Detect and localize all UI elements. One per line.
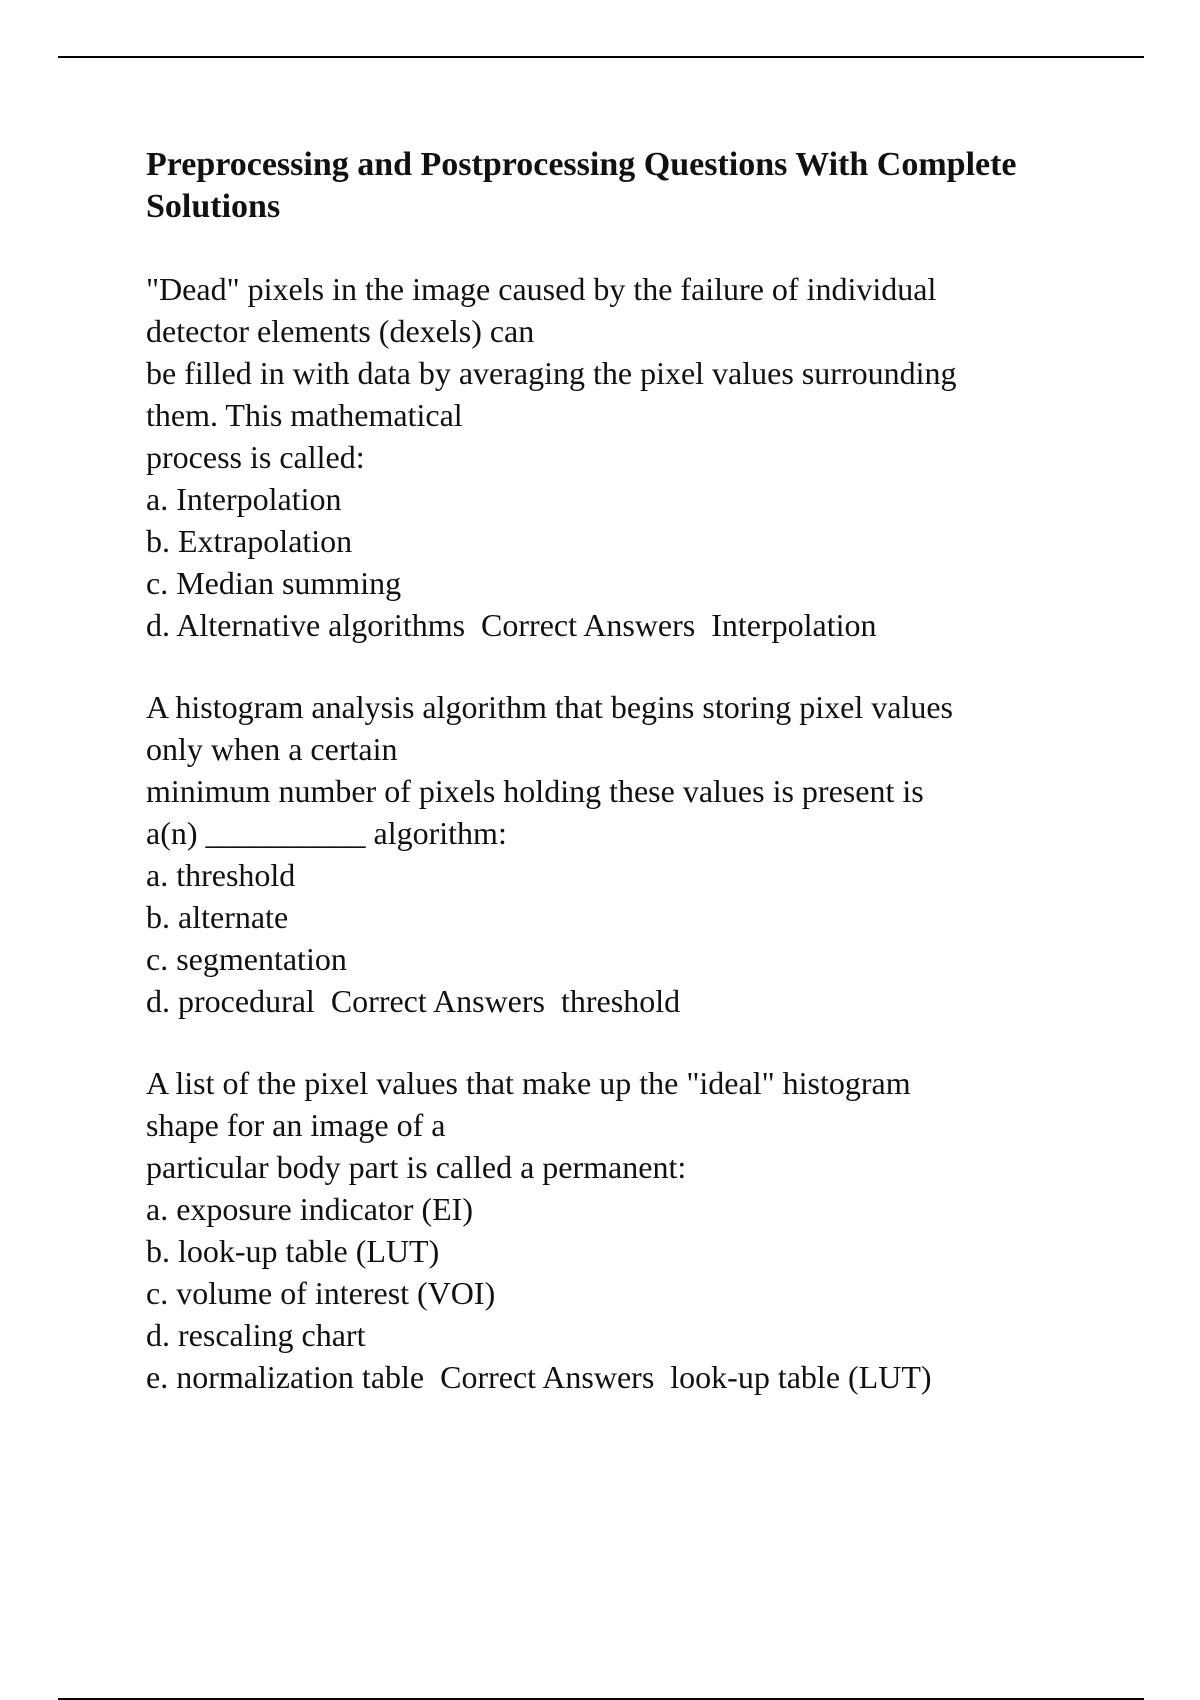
- question-stem-line: a(n) __________ algorithm:: [146, 815, 507, 851]
- question-1: [146, 268, 1106, 646]
- correct-answers-label: Correct Answers: [440, 1359, 655, 1395]
- correct-answer: look-up table (LUT): [670, 1359, 932, 1395]
- answer-option: a. exposure indicator (EI): [146, 1191, 473, 1227]
- question-stem-line: process is called:: [146, 439, 365, 475]
- document-content: [146, 144, 1106, 1438]
- question-stem-line: shape for an image of a: [146, 1107, 446, 1143]
- answer-option: d. rescaling chart: [146, 1317, 366, 1353]
- answer-option: c. segmentation: [146, 941, 347, 977]
- correct-answers-label: Correct Answers: [481, 607, 696, 643]
- question-stem-line: A histogram analysis algorithm that begins storing pixel values: [146, 689, 953, 725]
- document-title: [146, 144, 1106, 228]
- question-stem-line: A list of the pixel values that make up the "ideal" histogram: [146, 1065, 911, 1101]
- correct-answers-label: Correct Answers: [330, 983, 545, 1019]
- question-2: [146, 686, 1106, 1022]
- answer-option: c. volume of interest (VOI): [146, 1275, 496, 1311]
- answer-option: b. look-up table (LUT): [146, 1233, 440, 1269]
- top-rule: [58, 56, 1144, 58]
- last-option-with-answer: [146, 607, 877, 643]
- title-line: Solutions: [146, 188, 281, 225]
- title-line: Preprocessing and Postprocessing Questions With Complete: [146, 146, 1017, 183]
- answer-option: d. procedural: [146, 983, 315, 1019]
- question-stem-line: particular body part is called a permanent:: [146, 1149, 687, 1185]
- question-stem-line: minimum number of pixels holding these values is present is: [146, 773, 924, 809]
- question-3: [146, 1062, 1106, 1398]
- answer-option: b. Extrapolation: [146, 523, 353, 559]
- answer-option: d. Alternative algorithms: [146, 607, 466, 643]
- question-stem-line: "Dead" pixels in the image caused by the failure of individual: [146, 271, 937, 307]
- answer-option: a. Interpolation: [146, 481, 342, 517]
- correct-answer: threshold: [560, 983, 681, 1019]
- answer-option: e. normalization table: [146, 1359, 425, 1395]
- question-stem-line: detector elements (dexels) can: [146, 313, 535, 349]
- correct-answer: Interpolation: [711, 607, 877, 643]
- answer-option: b. alternate: [146, 899, 289, 935]
- question-stem-line: them. This mathematical: [146, 397, 463, 433]
- question-stem-line: only when a certain: [146, 731, 398, 767]
- answer-option: a. threshold: [146, 857, 296, 893]
- last-option-with-answer: [146, 983, 680, 1019]
- answer-option: c. Median summing: [146, 565, 402, 601]
- question-stem-line: be filled in with data by averaging the pixel values surrounding: [146, 355, 957, 391]
- last-option-with-answer: [146, 1359, 932, 1395]
